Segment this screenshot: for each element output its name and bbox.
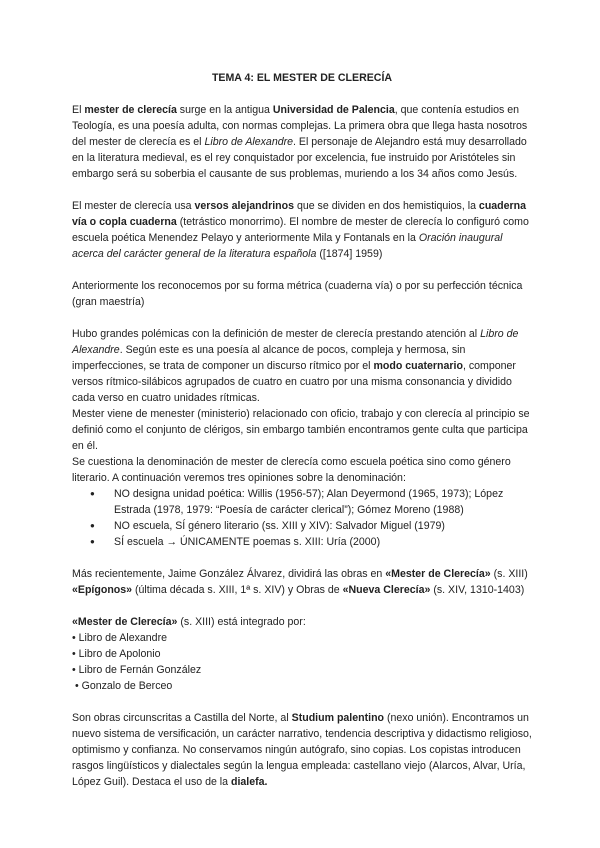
paragraph-verses xyxy=(72,198,532,262)
list-item: • Gonzalo de Berceo xyxy=(72,680,173,692)
bold-term: versos alejandrinos xyxy=(194,200,294,212)
italic-title: Oración inaugural acerca del carácter general de la literatura española xyxy=(72,232,503,260)
text: (nexo unión). Encontramos un nuevo sistema de versificación, un carácter narrativo, tendencia descriptiva y didactismo religioso, optimismo y confianza. No conservamos ningún autógrafo, sino copias. Los copistas introducen rasgos lingüísticos y dialectales según la lengua empleada: castellano viejo (Alarcos, Alvar, Uría, López Guil). Destaca el uso de la xyxy=(72,712,532,788)
paragraph-denomination: Se cuestiona la denominación de mester de clerecía como escuela poética sino como género literario. A continuación veremos tres opiniones sobre la denominación: xyxy=(72,456,511,484)
paragraph-recognition: Anteriormente los reconocemos por su forma métrica (cuaderna vía) o por su perfección técnica (gran maestría) xyxy=(72,280,523,308)
text: (s. XIV, 1310-1403) xyxy=(430,584,525,596)
page-title: TEMA 4: EL MESTER DE CLERECÍA xyxy=(211,72,393,84)
text: (tetrástico monorrimo). El nombre de mester de clerecía lo configuró como escuela poética Menendez Pelayo y anteriormente Mila y Fontanals en la xyxy=(72,216,529,244)
opinions-list xyxy=(72,486,532,550)
bold-term: dialefa. xyxy=(231,776,268,788)
text: (s. XIII) xyxy=(490,568,528,580)
list-item: • Libro de Apolonio xyxy=(72,648,161,660)
text: El mester de clerecía usa xyxy=(72,200,195,212)
bold-term: Studium palentino xyxy=(291,712,385,724)
bold-term: Universidad de Palencia xyxy=(272,104,395,116)
list-item: ● NO escuela, SÍ género literario (ss. XIII y XIV): Salvador Miguel (1979) xyxy=(90,518,532,534)
paragraph-integrated xyxy=(72,614,532,630)
paragraph-polemics xyxy=(72,326,532,406)
bold-term: cuaderna vía o copla cuaderna xyxy=(72,200,527,228)
italic-title: Libro de Alexandre xyxy=(204,136,294,148)
paragraph-classification xyxy=(72,566,532,598)
paragraph-origin xyxy=(72,102,532,182)
bold-term: modo cuaternario xyxy=(373,360,463,372)
text: surge en la antigua xyxy=(176,104,273,116)
text: . Según este es una poesía al alcance de pocos, compleja y hermosa, sin imperfecciones, se trata de componer un discurso rítmico por el xyxy=(72,344,466,372)
list-item: • Libro de Alexandre xyxy=(72,632,167,644)
text: ([1874] 1959) xyxy=(316,248,383,260)
bold-term: mester de clerecía xyxy=(84,104,177,116)
paragraph-mester-meaning: Mester viene de menester (ministerio) relacionado con oficio, trabajo y con clerecía al principio se definió como el conjunto de clérigos, sin embargo también encontramos gente culta que participa en él. xyxy=(72,408,530,452)
text: Son obras circunscritas a Castilla del Norte, al xyxy=(72,712,292,724)
list-item: • Libro de Fernán González xyxy=(72,664,202,676)
text: . El personaje de Alejandro está muy desarrollado en la literatura medieval, es el rey conquistador por excelencia, fue instruido por Aristóteles sin embargo será su soberbia el causante de sus problemas, muriendo a los 34 años como Jesús. xyxy=(72,136,527,180)
bold-term: «Nueva Clerecía» xyxy=(342,584,431,596)
list-item: ● SÍ escuela → ÚNICAMENTE poemas s. XIII: Uría (2000) xyxy=(90,534,532,550)
bold-term: «Epígonos» xyxy=(72,584,133,596)
text: que se dividen en dos hemistiquios, la xyxy=(294,200,479,212)
list-item: ● NO designa unidad poética: Willis (1956-57); Alan Deyermond (1965, 1973); López Estrada (1978, 1979: “Poesía de carácter clerical”); Gómez Moreno (1988) xyxy=(90,486,532,518)
text: , que contenía estudios en Teología, es una poesía adulta, con normas complejas. La primera obra que llega hasta nosotros del mester de clerecía es el xyxy=(72,104,528,148)
text: El xyxy=(72,104,85,116)
text: Más recientemente, Jaime González Álvarez, dividirá las obras en xyxy=(72,568,386,580)
bold-term: «Mester de Clerecía» xyxy=(385,568,491,580)
document-page xyxy=(72,70,532,806)
works-list xyxy=(72,630,532,694)
text: (última década s. XIII, 1ª s. XIV) y Obras de xyxy=(132,584,343,596)
text: , componer versos rítmico-silábicos agrupados de cuatro en cuatro por una misma consonancia y dividido cada verso en cuatro unidades rítmicas. xyxy=(72,360,516,404)
text: Hubo grandes polémicas con la definición de mester de clerecía prestando atención al xyxy=(72,328,481,340)
italic-title: Libro de Alexandre xyxy=(72,328,519,356)
paragraph-works-traits xyxy=(72,710,532,790)
bold-term: «Mester de Clerecía» xyxy=(72,616,178,628)
text: (s. XIII) está integrado por: xyxy=(177,616,306,628)
